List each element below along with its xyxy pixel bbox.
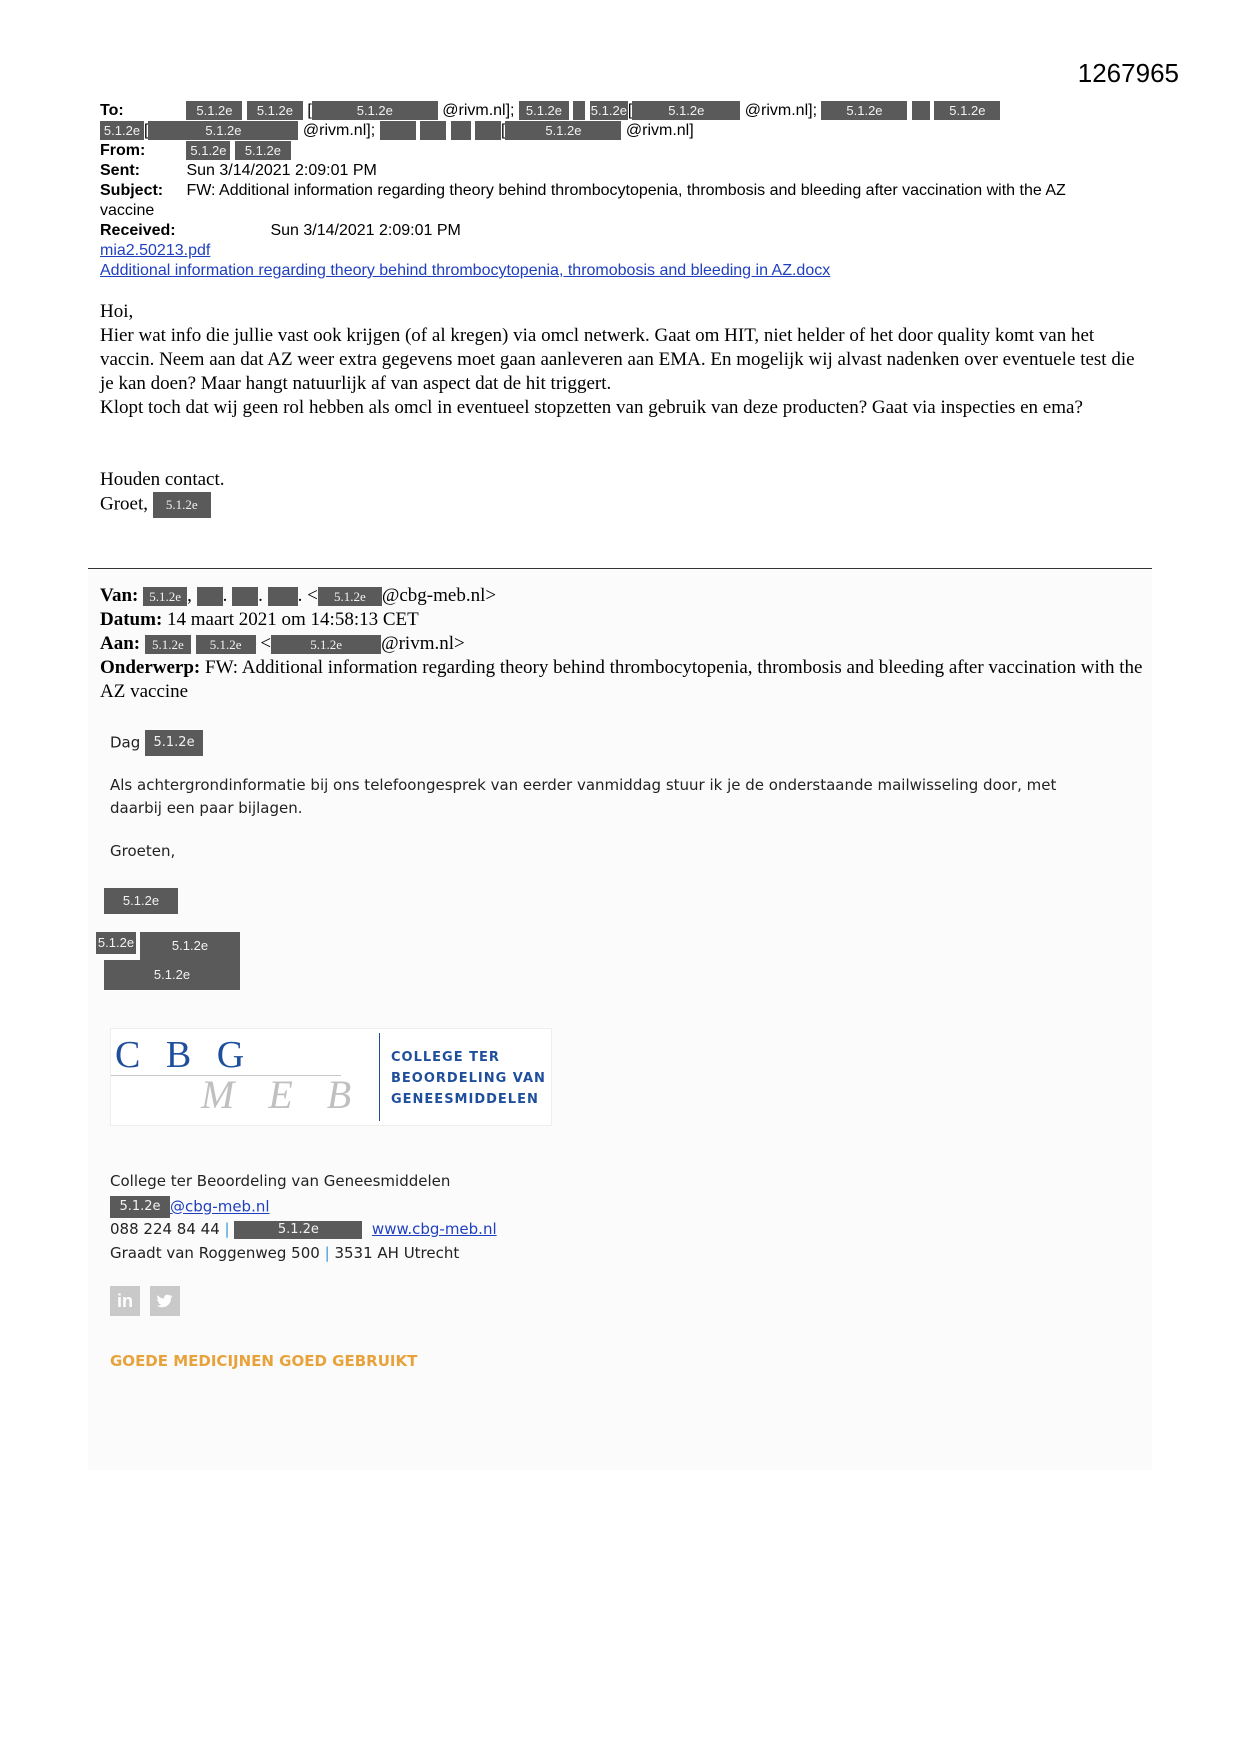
redaction [197,587,223,606]
redaction: 5.1.2e [110,1196,170,1218]
van-label: Van: [100,585,139,606]
redaction [451,121,471,140]
logo-text-line: GENEESMIDDELEN [391,1092,539,1107]
to-label: To: [100,102,124,119]
linkedin-icon[interactable]: in [110,1286,140,1316]
groet-label: Groet, [100,493,149,515]
attachment-pdf-link[interactable]: mia2.50213.pdf [100,242,211,259]
redaction [420,121,446,140]
redaction: 5.1.2e [148,121,298,140]
to-line-cont: 5.1.2e [ 5.1.2e @rivm.nl]; [ 5.1.2e @rivm.nl] [100,121,694,141]
address-street: Graadt van Roggenweg 500 [110,1244,320,1262]
attachment-docx-link[interactable]: Additional information regarding theory behind thrombocytopenia, thromobosis and bleeding in AZ.docx [100,262,831,279]
signature-org: College ter Beoordeling van Geneesmiddelen [110,1172,451,1190]
received-label: Received: [100,222,176,239]
subject-cont: vaccine [100,202,155,219]
sent-label: Sent: [100,162,140,179]
redaction: 5.1.2e [235,141,291,160]
logo-letters-bottom: M E B [201,1072,364,1117]
datum-line [100,608,1150,632]
redaction [573,101,585,120]
onderwerp-label: Onderwerp: [100,657,201,678]
message-paragraph-1: Hier wat info die jullie vast ook krijgen (of al kregen) via omcl netwerk. Gaat om HIT, niet helder of het door quality komt van het vaccin. Neem aan dat AZ weer extra gegevens moet gaan aanleveren aan EMA. En mogelijk wij alvast nadenken over eventuele test die je kan doen? Maar hangt natuurlijk af van aspect dat de hit triggert. [100,325,1135,394]
redaction: 5.1.2e [312,101,438,120]
redaction: 5.1.2e [318,587,382,606]
separator-pipe: | [224,1220,230,1238]
logo-text-line: BEOORDELING VAN [391,1071,546,1086]
logo-letters-top: C B G [115,1034,253,1076]
redaction [912,101,930,120]
logo-text [391,1047,546,1110]
separator [88,568,1152,569]
van-line: Van: 5.1.2e , . . . < 5.1.2e @cbg-meb.nl> [100,585,497,606]
redaction: 5.1.2e [153,492,211,518]
aan-line: Aan: 5.1.2e 5.1.2e < 5.1.2e @rivm.nl> [100,633,465,654]
redaction: 5.1.2e [140,932,240,960]
redaction: 5.1.2e [519,101,569,120]
received-line [100,221,461,241]
van-domain: @cbg-meb.nl> [381,585,497,606]
redaction: 5.1.2e [196,635,256,654]
signature-address [110,1244,459,1262]
message-greeting: Hoi, [100,301,134,322]
to-line: To: 5.1.2e 5.1.2e [ 5.1.2e @rivm.nl]; 5.1.2e 5.1.2e[ 5.1.2e @rivm.nl]; 5.1.2e 5.1.2e [100,101,1000,121]
redaction [475,121,501,140]
cbg-logo [110,1028,552,1126]
redaction: 5.1.2e [821,101,907,120]
redaction: 5.1.2e [186,101,242,120]
subject-label: Subject: [100,182,164,199]
datum-value: 14 maart 2021 om 14:58:13 CET [167,609,419,630]
subject-value: FW: Additional information regarding theory behind thrombocytopenia, thrombosis and bleeding after vaccination with the AZ [186,182,1066,199]
sent-value: Sun 3/14/2021 2:09:01 PM [186,162,377,179]
signature-email [110,1196,270,1218]
redaction [232,587,258,606]
redaction: 5.1.2e [143,587,187,606]
signature-contact [110,1220,497,1239]
received-value: Sun 3/14/2021 2:09:01 PM [270,222,461,239]
redaction: 5.1.2e [186,141,230,160]
logo-text-line: COLLEGE TER [391,1050,500,1065]
redaction [268,587,298,606]
from-label: From: [100,142,146,159]
redaction: 5.1.2e [145,635,191,654]
phone-number: 088 224 84 44 [110,1220,220,1238]
to-domain: @rivm.nl]; [302,122,376,139]
forward-body: Als achtergrondinformatie bij ons telefoongesprek van eerder vanmiddag stuur ik je de onderstaande mailwisseling door, met daarbij een paar bijlagen. [110,776,1057,817]
to-domain: @rivm.nl]; [744,102,818,119]
redaction: 5.1.2e [100,121,144,140]
sent-line [100,161,377,181]
datum-label: Datum: [100,609,163,630]
website-link[interactable]: www.cbg-meb.nl [371,1220,497,1238]
onderwerp-value: FW: Additional information regarding theory behind thrombocytopenia, thrombosis and bleeding after vaccination with the AZ vaccine [100,657,1143,702]
redaction: 5.1.2e [271,635,381,654]
redaction: 5.1.2e [934,101,1000,120]
redaction: 5.1.2e [234,1221,362,1239]
redaction: 5.1.2e [247,101,303,120]
message-closing-2 [100,492,1140,518]
message-closing-1: Houden contact. [100,469,225,490]
redaction: 5.1.2e [632,101,740,120]
to-domain: @rivm.nl] [625,122,694,139]
redaction [380,121,416,140]
to-domain: @rivm.nl]; [442,102,515,119]
document-number: 1267965 [1077,58,1179,88]
forwarded-panel [88,570,1152,1470]
dag-label: Dag [110,733,141,752]
dag-line [110,730,203,756]
redaction: 5.1.2e [104,960,240,990]
subject-line [100,181,1066,201]
twitter-bird-glyph [150,1286,180,1316]
redaction: 5.1.2e [590,103,627,119]
aan-domain: @rivm.nl> [381,633,465,654]
redaction: 5.1.2e [104,888,178,914]
from-line [100,141,291,161]
aan-label: Aan: [100,633,141,654]
message-paragraph-2: Klopt toch dat wij geen rol hebben als omcl in eventueel stopzetten van gebruik van deze producten? Gaat via inspecties en ema? [100,397,1083,418]
logo-divider [379,1033,380,1121]
redaction: 5.1.2e [145,730,203,756]
address-city: 3531 AH Utrecht [334,1244,460,1262]
redaction: 5.1.2e [96,932,136,954]
redaction: 5.1.2e [505,121,621,140]
slogan: GOEDE MEDICIJNEN GOED GEBRUIKT [110,1352,418,1370]
groeten-label: Groeten, [110,842,176,860]
twitter-icon[interactable] [150,1286,180,1316]
separator-pipe: | [324,1244,330,1262]
onderwerp-line [100,656,1150,704]
email-link[interactable]: @cbg-meb.nl [170,1197,270,1216]
